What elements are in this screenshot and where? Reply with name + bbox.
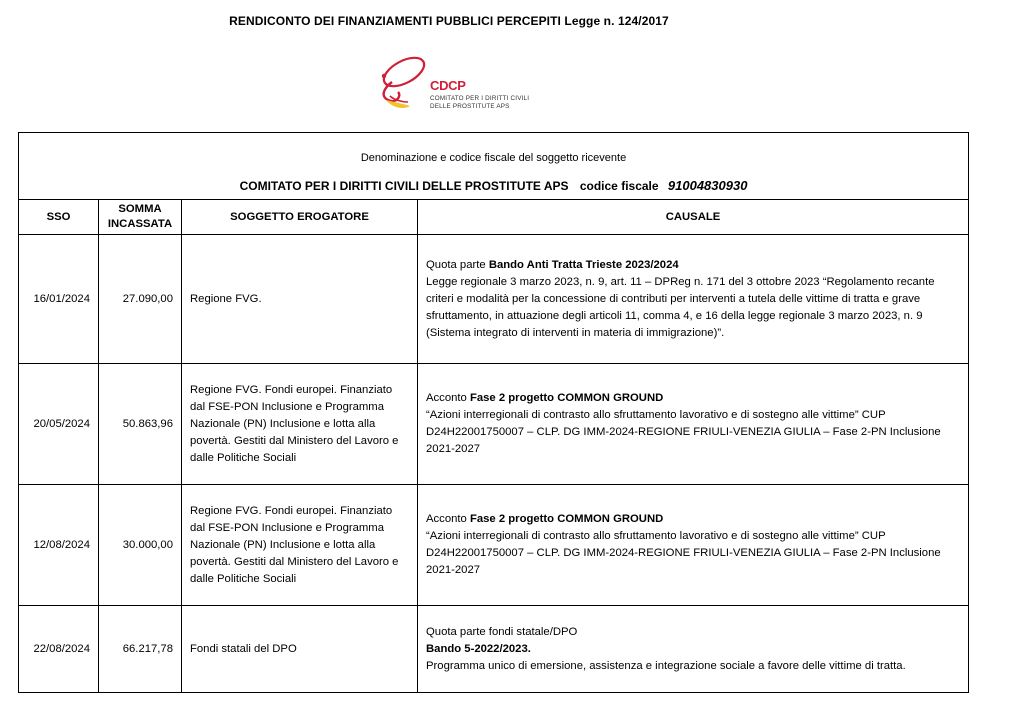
row-date: 16/01/2024 [19, 235, 99, 364]
cause-bold: Fase 2 progetto COMMON GROUND [469, 392, 664, 404]
row-cause [418, 364, 969, 485]
document-title: RENDICONTO DEI FINANZIAMENTI PUBBLICI PERCEPITI Legge n. 124/2017 [229, 14, 669, 28]
row-source: Fondi statali del DPO [182, 606, 418, 693]
recipient-name-line [27, 178, 960, 193]
recipient-name: COMITATO PER I DIRITTI CIVILI DELLE PROSTITUTE APS [239, 178, 569, 193]
logo-name-line1: COMITATO PER I DIRITTI CIVILI [430, 95, 530, 102]
recipient-cf-label: codice fiscale [579, 178, 659, 193]
cause-bold: Fase 2 progetto COMMON GROUND [469, 513, 664, 525]
row-cause [418, 235, 969, 364]
logo-name-line2: DELLE PROSTITUTE APS [430, 103, 510, 110]
row-source: Regione FVG. [182, 235, 418, 364]
cause-body: “Azioni interregionali di contrasto allo sfruttamento lavorativo e di sostegno alle vittime” CUP D24H22001750007 – CLP. DG IMM-2024-REGIONE FRIULI-VENEZIA GIULIA – Fase 2-PN Inclusione 2021-2027 [426, 409, 941, 455]
recipient-cf-value: 91004830930 [667, 177, 748, 193]
cause-prefix: Acconto [426, 392, 470, 404]
table-row [19, 364, 969, 485]
column-header-amount: SOMMA INCASSATA [99, 200, 182, 235]
row-cause [418, 485, 969, 606]
row-date: 12/08/2024 [19, 485, 99, 606]
cause-prefix: Acconto [426, 513, 470, 525]
column-header-row [19, 200, 969, 235]
table-row [19, 485, 969, 606]
column-header-date: SSO [19, 200, 99, 235]
row-date: 20/05/2024 [19, 364, 99, 485]
cause-body: Legge regionale 3 marzo 2023, n. 9, art. 11 – DPReg n. 171 del 3 ottobre 2023 “Regolamento recante criteri e modalità per la concessione di contributi per interventi a tutela delle vittime di tratta e grave sfruttamento, in attuazione degli articoli 11, comma 4, e 16 della legge regionale 3 marzo 2023, n. 9 (Sistema integrato di interventi in materia di immigrazione)”. [426, 275, 935, 339]
row-date: 22/08/2024 [19, 606, 99, 693]
row-amount: 30.000,00 [99, 485, 182, 606]
cause-prefix: Quota parte [426, 258, 489, 271]
cause-bold: Bando Anti Tratta Trieste 2023/2024 [488, 258, 679, 271]
cause-bold: Bando 5-2022/2023. [426, 642, 531, 655]
row-amount: 66.217,78 [99, 606, 182, 693]
funding-table [18, 132, 969, 693]
recipient-header-cell [19, 133, 969, 200]
recipient-header-row [19, 133, 969, 200]
table-row [19, 235, 969, 364]
row-amount: 27.090,00 [99, 235, 182, 364]
row-amount: 50.863,96 [99, 364, 182, 485]
logo-acronym: CDCP [430, 78, 466, 93]
cdcp-logo [370, 52, 550, 118]
cause-prefix: Quota parte fondi statale/DPO [426, 625, 578, 638]
cause-body: “Azioni interregionali di contrasto allo sfruttamento lavorativo e di sostegno alle vittime” CUP D24H22001750007 – CLP. DG IMM-2024-REGIONE FRIULI-VENEZIA GIULIA – Fase 2-PN Inclusione 2021-2027 [426, 530, 941, 576]
column-header-cause: CAUSALE [418, 200, 969, 235]
table-row [19, 606, 969, 693]
row-cause [418, 606, 969, 693]
row-source: Regione FVG. Fondi europei. Finanziato dal FSE-PON Inclusione e Programma Nazionale (PN) Inclusione e lotta alla povertà. Gestiti dal Ministero del Lavoro e dalle Politiche Sociali [182, 485, 418, 606]
logo-mark-icon [370, 52, 430, 118]
recipient-label: Denominazione e codice fiscale del soggetto ricevente [360, 151, 627, 164]
column-header-source: SOGGETTO EROGATORE [182, 200, 418, 235]
cause-body: Programma unico di emersione, assistenza e integrazione sociale a favore delle vittime di tratta. [426, 659, 906, 672]
row-source: Regione FVG. Fondi europei. Finanziato dal FSE-PON Inclusione e Programma Nazionale (PN) Inclusione e lotta alla povertà. Gestiti dal Ministero del Lavoro e dalle Politiche Sociali [182, 364, 418, 485]
